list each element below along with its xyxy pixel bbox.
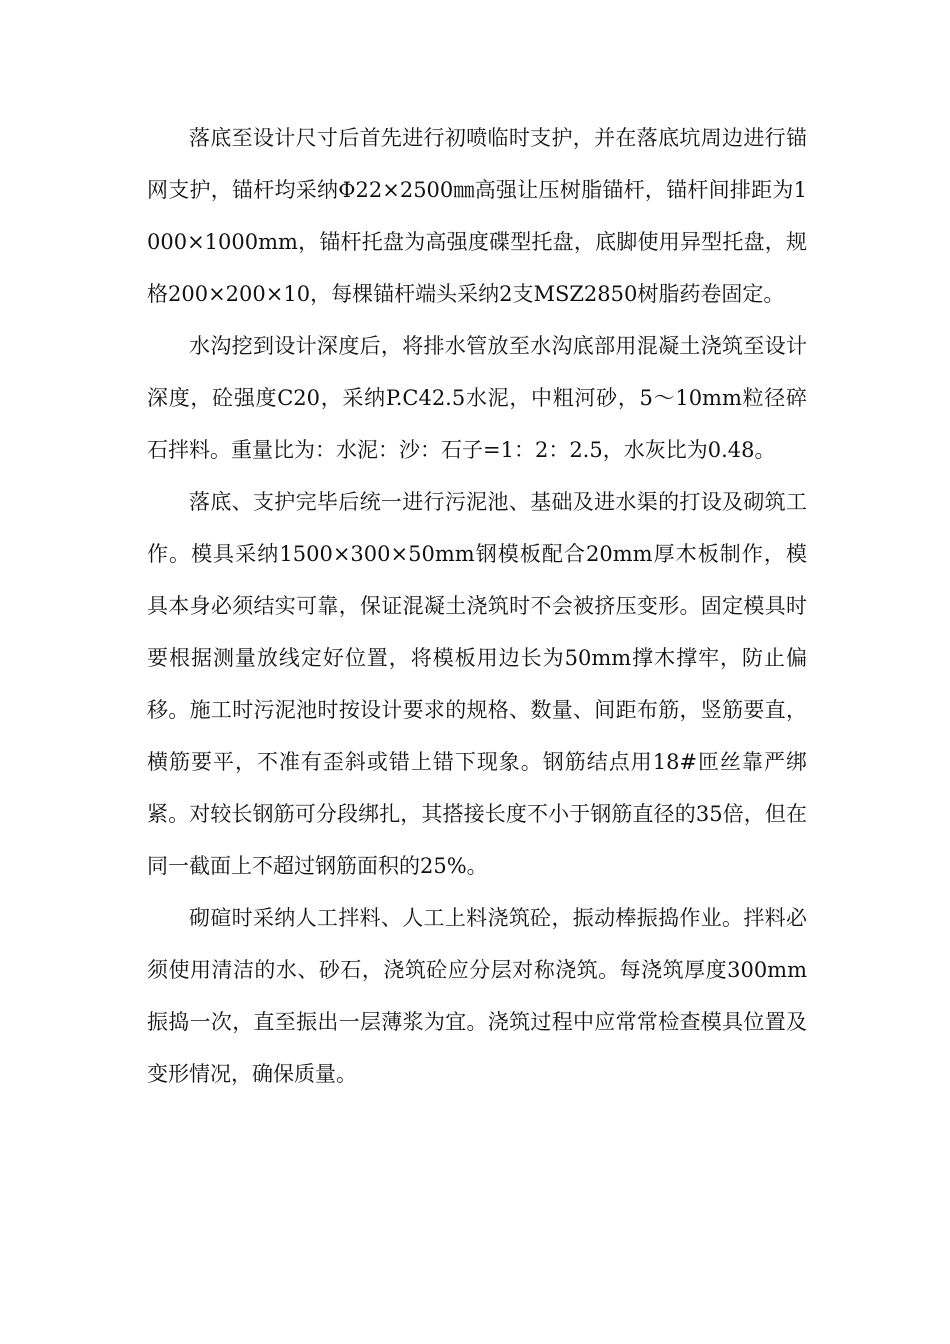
paragraph-concrete-pouring: 砌碹时采纳人工拌料、人工上料浇筑砼，振动棒振捣作业。拌料必须使用清洁的水、砂石，浇筑砼应分层对称浇筑。每浇筑厚度300mm振捣一次，直至振出一层薄浆为宜。浇筑过程中应常常检查模具位置及变形情况，确保质量。: [147, 906, 807, 1086]
paragraph-excavation-support: 落底至设计尺寸后首先进行初喷临时支护，并在落底坑周边进行锚网支护，锚杆均采纳Φ22×2500㎜高强让压树脂锚杆，锚杆间排距为1000×1000mm，锚杆托盘为高强度碟型托盘，底脚使用异型托盘，规格200×200×10，每棵锚杆端头采纳2支MSZ2850树脂药卷固定。: [147, 126, 807, 306]
paragraph-formwork-rebar: 落底、支护完毕后统一进行污泥池、基础及进水渠的打设及砌筑工作。模具采纳1500×300×50mm钢模板配合20mm厚木板制作，模具本身必须结实可靠，保证混凝土浇筑时不会被挤压变形。固定模具时要根据测量放线定好位置，将模板用边长为50mm撑木撑牢，防止偏移。施工时污泥池时按设计要求的规格、数量、间距布筋，竖筋要直，横筋要平，不准有歪斜或错上错下现象。钢筋结点用18#匝丝靠严绑紧。对较长钢筋可分段绑扎，其搭接长度不小于钢筋直径的35倍，但在同一截面上不超过钢筋面积的25%。: [147, 490, 807, 878]
paragraph-drainage-ditch: 水沟挖到设计深度后，将排水管放至水沟底部用混凝土浇筑至设计深度，砼强度C20，采纳P.C42.5水泥，中粗河砂，5～10mm粒径碎石拌料。重量比为：水泥：沙：石子=1：2：2.5，水灰比为0.48。: [147, 334, 807, 462]
document-body: [147, 112, 807, 1100]
